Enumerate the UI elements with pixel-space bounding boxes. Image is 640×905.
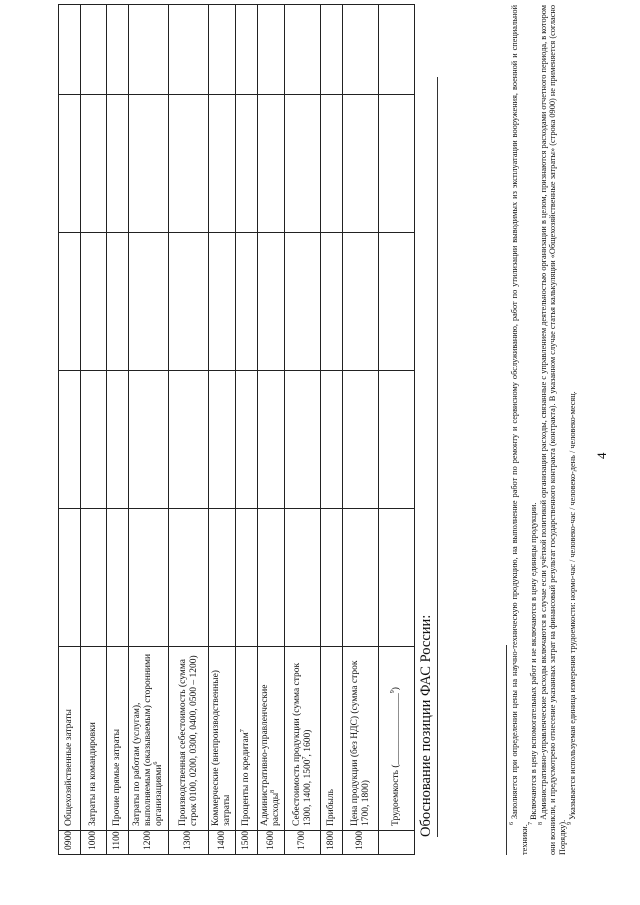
- row-name: [343, 647, 379, 831]
- row-code: 1000: [81, 831, 107, 855]
- value-cell: [129, 95, 169, 233]
- value-cell: [258, 371, 285, 509]
- footnote-9-text: Указывается используемая единица измерения трудоемкости: нормо-час / человеко-час / человеко-день / человеко-месяц.: [567, 391, 577, 820]
- row-name-text: Затраты по работам (услугам), выполняемым (оказываемым) сторонними организациями: [132, 653, 164, 826]
- value-cell: [169, 233, 209, 371]
- value-cell: [209, 371, 236, 509]
- value-cell: [343, 233, 379, 371]
- value-cell: [379, 509, 415, 647]
- row-footnote-mark: 6: [152, 761, 159, 765]
- row-name: [169, 647, 209, 831]
- value-cell: [343, 509, 379, 647]
- table-row: [169, 5, 209, 855]
- value-cell: [59, 509, 81, 647]
- value-cell: [169, 95, 209, 233]
- value-cell: [343, 95, 379, 233]
- row-name: [81, 647, 107, 831]
- value-cell: [379, 233, 415, 371]
- value-cell: [321, 233, 343, 371]
- value-cell: [59, 5, 81, 95]
- value-cell: [343, 371, 379, 509]
- footnote-8-text: Административно-управленческие расходы включаются в случае если учётной политикой организации расходы, связанные с управлением деятельностью организации в целом, признаются расходами отчетного периода, в котором они возникли, и предусмотрено отнесение указанных затрат на финансовый результат государственного контракта (контракта). В указанном случае статья калькуляции «Общехозяйственные затраты» (строка 0900) не применяется (согласно Порядку).: [538, 5, 567, 855]
- table-row: [285, 5, 321, 855]
- row-code: 0900: [59, 831, 81, 855]
- value-cell: [285, 95, 321, 233]
- value-cell: [81, 509, 107, 647]
- row-code: 1500: [236, 831, 258, 855]
- value-cell: [129, 233, 169, 371]
- value-cell: [285, 509, 321, 647]
- value-cell: [107, 95, 129, 233]
- table-row: [379, 5, 415, 855]
- row-name: [258, 647, 285, 831]
- row-name-text: Трудоемкость (_______________: [391, 693, 401, 826]
- value-cell: [236, 233, 258, 371]
- row-code: 1800: [321, 831, 343, 855]
- row-name-text: Общехозяйственные затраты: [64, 709, 74, 826]
- value-cell: [59, 371, 81, 509]
- fas-justification-line: [437, 77, 438, 837]
- row-code: 1100: [107, 831, 129, 855]
- row-name: [107, 647, 129, 831]
- value-cell: [321, 5, 343, 95]
- row-name-text: Прочие прямые затраты: [112, 728, 122, 826]
- row-code: 1700: [285, 831, 321, 855]
- row-name: [129, 647, 169, 831]
- table-row: [236, 5, 258, 855]
- value-cell: [81, 5, 107, 95]
- row-footnote-mark: 9: [389, 690, 396, 694]
- value-cell: [169, 5, 209, 95]
- value-cell: [209, 233, 236, 371]
- row-footnote-mark: 8: [269, 789, 276, 793]
- row-code: 1300: [169, 831, 209, 855]
- table-row: [343, 5, 379, 855]
- value-cell: [285, 233, 321, 371]
- footnote-6-mark: 6: [509, 822, 516, 825]
- row-name-text: Коммерческие (внепроизводственные) затраты: [211, 670, 232, 826]
- value-cell: [209, 5, 236, 95]
- row-name-suffix: , 1600): [302, 729, 313, 757]
- value-cell: [129, 509, 169, 647]
- row-name-text: Проценты по кредитам: [241, 732, 251, 826]
- table-row: [81, 5, 107, 855]
- row-name-text: Административно-управленческие расходы: [260, 684, 281, 826]
- page-number: 4: [594, 452, 609, 459]
- row-name-text: Производственная себестоимость (сумма строк 0100, 0200, 0300, 0400, 0500 – 1200): [177, 655, 199, 826]
- value-cell: [59, 233, 81, 371]
- table-row: [321, 5, 343, 855]
- row-code: 1200: [129, 831, 169, 855]
- value-cell: [107, 5, 129, 95]
- value-cell: [321, 371, 343, 509]
- value-cell: [107, 371, 129, 509]
- value-cell: [236, 509, 258, 647]
- fas-justification-heading: Обоснование позиции ФАС России:: [418, 614, 434, 837]
- table-row: [59, 5, 81, 855]
- row-name-suffix: ): [391, 687, 401, 691]
- table-row: [209, 5, 236, 855]
- value-cell: [321, 95, 343, 233]
- value-cell: [321, 509, 343, 647]
- value-cell: [59, 95, 81, 233]
- value-cell: [258, 95, 285, 233]
- row-name: [379, 647, 415, 831]
- table-row: [258, 5, 285, 855]
- footnote-9: [568, 5, 578, 855]
- row-code: [379, 831, 415, 855]
- row-name-text: Себестоимость продукции (сумма строк 1300, 1400, 1500: [291, 662, 313, 826]
- value-cell: [343, 5, 379, 95]
- value-cell: [379, 95, 415, 233]
- footnote-6: [510, 5, 529, 855]
- cost-table-body: [59, 5, 415, 855]
- value-cell: [169, 371, 209, 509]
- value-cell: [129, 5, 169, 95]
- footnote-9-mark: 9: [566, 822, 573, 825]
- value-cell: [236, 371, 258, 509]
- row-footnote-mark: 7: [239, 729, 246, 733]
- row-code: 1900: [343, 831, 379, 855]
- footnotes: [510, 5, 577, 855]
- value-cell: [258, 5, 285, 95]
- value-cell: [285, 371, 321, 509]
- footnote-separator: [506, 645, 507, 855]
- footnote-8: [539, 5, 568, 855]
- value-cell: [258, 509, 285, 647]
- row-name-text: Цена продукции (без НДС) (сумма строк 1700, 1800): [349, 660, 371, 826]
- row-name: [209, 647, 236, 831]
- value-cell: [236, 95, 258, 233]
- value-cell: [379, 5, 415, 95]
- footnote-7: [529, 5, 539, 855]
- row-name: [285, 647, 321, 831]
- footnote-7-mark: 7: [528, 822, 535, 825]
- row-name-text: Затраты на командировки: [88, 722, 98, 826]
- value-cell: [107, 233, 129, 371]
- row-name-text: Прибыль: [326, 789, 336, 826]
- table-row: [129, 5, 169, 855]
- table-row: [107, 5, 129, 855]
- row-name: [59, 647, 81, 831]
- cost-calculation-table: [58, 4, 415, 855]
- footnote-6-text: Заполняется при определении цены на научно-техническую продукцию, на выполнение работ по ремонту и сервисному обслуживанию, работ по утилизации выводимых из эксплуатации вооружения, военной и специальной техники.: [510, 4, 529, 855]
- value-cell: [107, 509, 129, 647]
- row-code: 1600: [258, 831, 285, 855]
- value-cell: [209, 95, 236, 233]
- row-name: [321, 647, 343, 831]
- value-cell: [379, 371, 415, 509]
- value-cell: [81, 371, 107, 509]
- row-footnote-mark: 7: [301, 756, 308, 760]
- footnote-7-text: Включаются в цену вспомогательных работ и не включаются в цену единицы продукции.: [529, 502, 539, 820]
- value-cell: [129, 371, 169, 509]
- value-cell: [258, 233, 285, 371]
- row-code: 1400: [209, 831, 236, 855]
- value-cell: [81, 233, 107, 371]
- value-cell: [236, 5, 258, 95]
- value-cell: [285, 5, 321, 95]
- value-cell: [169, 509, 209, 647]
- row-name: [236, 647, 258, 831]
- value-cell: [81, 95, 107, 233]
- footnote-8-mark: 8: [538, 822, 545, 825]
- value-cell: [209, 509, 236, 647]
